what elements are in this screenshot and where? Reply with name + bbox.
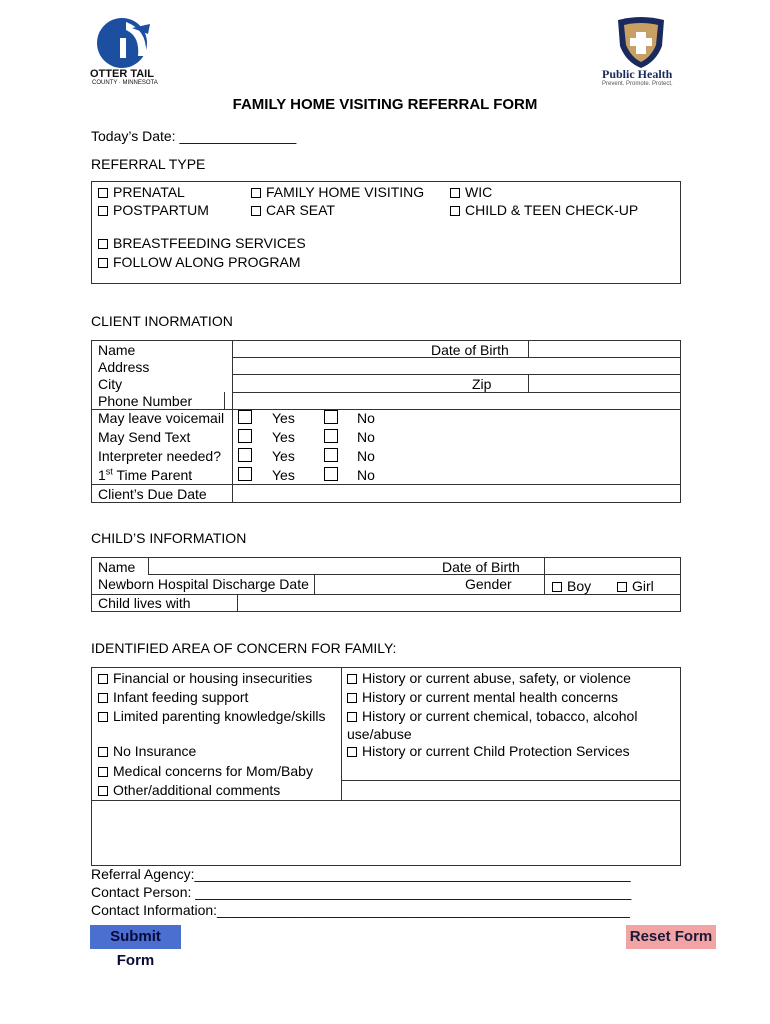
checkbox[interactable]: [98, 767, 108, 777]
concern-financial[interactable]: [98, 670, 312, 686]
referral-option-wic[interactable]: [450, 184, 492, 200]
option-label: CHILD & TEEN CHECK-UP: [465, 202, 639, 218]
no-label: No: [357, 467, 375, 483]
option-label: BREASTFEEDING SERVICES: [113, 235, 306, 251]
option-label: History or current chemical, tobacco, alcohol: [362, 708, 638, 724]
concern-mental-health[interactable]: [347, 689, 618, 705]
client-interpreter-label: Interpreter needed?: [98, 448, 221, 464]
text-no-checkbox[interactable]: [324, 429, 338, 443]
client-text-label: May Send Text: [98, 429, 191, 445]
client-zip-input[interactable]: [530, 375, 678, 391]
interpreter-yes-checkbox[interactable]: [238, 448, 252, 462]
referral-option-follow-along[interactable]: [98, 254, 300, 270]
county-logo-subtitle: COUNTY · MINNESOTA: [92, 80, 158, 86]
voicemail-no-checkbox[interactable]: [324, 410, 338, 424]
option-label: CAR SEAT: [266, 202, 335, 218]
checkbox[interactable]: [98, 258, 108, 268]
client-dob-label: Date of Birth: [431, 342, 509, 358]
child-info-heading: CHILD’S INFORMATION: [91, 530, 247, 546]
client-name-label: Name: [98, 342, 136, 358]
option-label: Boy: [567, 578, 592, 594]
child-dob-input[interactable]: [546, 558, 678, 573]
submit-form-button[interactable]: Submit Form: [90, 925, 181, 949]
contact-information-field[interactable]: Contact Information:_____________________________________________________: [91, 902, 630, 918]
yes-label: Yes: [272, 429, 295, 445]
child-dob-label: Date of Birth: [442, 559, 520, 575]
option-label: PRENATAL: [113, 184, 185, 200]
concern-abuse[interactable]: [347, 670, 631, 686]
checkbox[interactable]: [617, 582, 627, 592]
form-title: FAMILY HOME VISITING REFERRAL FORM: [232, 96, 538, 113]
first-time-text: Time Parent: [112, 467, 193, 483]
child-name-input[interactable]: [150, 558, 430, 573]
no-label: No: [357, 410, 375, 426]
checkbox[interactable]: [347, 693, 357, 703]
county-logo-name: OTTER TAIL: [90, 68, 154, 80]
option-label: History or current mental health concerns: [362, 689, 618, 705]
option-label: Financial or housing insecurities: [113, 670, 313, 686]
client-voicemail-label: May leave voicemail: [98, 410, 225, 426]
concerns-heading: IDENTIFIED AREA OF CONCERN FOR FAMILY:: [91, 640, 397, 656]
gender-boy-option[interactable]: [552, 578, 591, 594]
child-lives-with-input[interactable]: [239, 595, 678, 611]
child-discharge-label: Newborn Hospital Discharge Date: [98, 576, 309, 592]
checkbox[interactable]: [98, 693, 108, 703]
otter-tail-emblem-icon: [88, 16, 168, 72]
child-discharge-input[interactable]: [316, 575, 456, 593]
client-phone-label: Phone Number: [98, 393, 193, 409]
checkbox[interactable]: [98, 786, 108, 796]
option-label: No Insurance: [113, 743, 197, 759]
concern-parenting[interactable]: [98, 708, 325, 724]
child-lives-with-label: Child lives with: [98, 595, 191, 611]
yes-label: Yes: [272, 467, 295, 483]
child-name-label: Name: [98, 559, 136, 575]
referral-option-prenatal[interactable]: [98, 184, 185, 200]
reset-form-button[interactable]: Reset Form: [626, 925, 716, 949]
client-city-input[interactable]: [234, 375, 459, 391]
additional-comments-textarea[interactable]: [93, 802, 679, 864]
client-name-input[interactable]: [234, 341, 424, 356]
concern-chemical-continued: use/abuse: [347, 726, 412, 742]
option-label: Medical concerns for Mom/Baby: [113, 763, 313, 779]
client-due-date-input[interactable]: [234, 485, 679, 502]
client-due-date-label: Client’s Due Date: [98, 486, 207, 502]
option-label: FOLLOW ALONG PROGRAM: [113, 254, 301, 270]
referral-option-family-home-visiting[interactable]: [251, 184, 424, 200]
option-label: POSTPARTUM: [113, 202, 209, 218]
option-label: Other/additional comments: [113, 782, 281, 798]
checkbox[interactable]: [450, 206, 460, 216]
ph-logo-tagline: Prevent. Promote. Protect.: [602, 81, 673, 87]
no-label: No: [357, 448, 375, 464]
no-label: No: [357, 429, 375, 445]
public-health-shield-icon: [598, 16, 684, 70]
client-address-input[interactable]: [234, 358, 679, 373]
concern-other[interactable]: [98, 782, 280, 798]
referral-agency-field[interactable]: Referral Agency:________________________________________________________: [91, 866, 631, 882]
checkbox[interactable]: [98, 188, 108, 198]
concern-medical[interactable]: [98, 763, 313, 779]
contact-person-field[interactable]: Contact Person: ________________________________________________________: [91, 884, 632, 900]
option-label: FAMILY HOME VISITING: [266, 184, 425, 200]
first-time-number: 1: [98, 467, 106, 483]
child-gender-label: Gender: [465, 576, 512, 592]
checkbox[interactable]: [251, 188, 261, 198]
client-first-time-parent-label: [98, 467, 192, 483]
option-label: WIC: [465, 184, 493, 200]
referral-option-child-teen-checkup[interactable]: [450, 202, 638, 218]
referral-option-postpartum[interactable]: [98, 202, 209, 218]
first-time-ordinal: st: [105, 466, 113, 477]
option-label: Girl: [632, 578, 654, 594]
referral-option-breastfeeding[interactable]: [98, 235, 306, 251]
yes-label: Yes: [272, 448, 295, 464]
option-label: Infant feeding support: [113, 689, 249, 705]
concern-insurance[interactable]: [98, 743, 196, 759]
checkbox[interactable]: [347, 712, 357, 722]
gender-girl-option[interactable]: [617, 578, 654, 594]
checkbox[interactable]: [552, 582, 562, 592]
option-label: Limited parenting knowledge/skills: [113, 708, 326, 724]
client-dob-input[interactable]: [530, 341, 678, 356]
interpreter-no-checkbox[interactable]: [324, 448, 338, 462]
concern-infant-feeding[interactable]: [98, 689, 248, 705]
checkbox[interactable]: [98, 747, 108, 757]
ph-logo-name: Public Health: [602, 67, 673, 81]
client-info-heading: CLIENT INORMATION: [91, 313, 233, 329]
referral-type-heading: REFERRAL TYPE: [91, 156, 206, 172]
concern-chemical[interactable]: [347, 708, 637, 724]
option-label: History or current abuse, safety, or violence: [362, 670, 631, 686]
yes-label: Yes: [272, 410, 295, 426]
checkbox[interactable]: [347, 674, 357, 684]
client-address-label: Address: [98, 359, 150, 375]
public-health-logo: [598, 16, 684, 90]
checkbox[interactable]: [98, 239, 108, 249]
checkbox[interactable]: [98, 206, 108, 216]
referral-option-car-seat[interactable]: [251, 202, 335, 218]
todays-date-field[interactable]: Today’s Date: _______________: [91, 128, 297, 144]
checkbox[interactable]: [251, 206, 261, 216]
voicemail-yes-checkbox[interactable]: [238, 410, 252, 424]
client-zip-label: Zip: [472, 376, 492, 392]
checkbox[interactable]: [98, 712, 108, 722]
client-phone-input[interactable]: [226, 393, 678, 408]
first-time-parent-no-checkbox[interactable]: [324, 467, 338, 481]
checkbox[interactable]: [347, 747, 357, 757]
checkbox[interactable]: [450, 188, 460, 198]
first-time-parent-yes-checkbox[interactable]: [238, 467, 252, 481]
text-yes-checkbox[interactable]: [238, 429, 252, 443]
concern-cps[interactable]: [347, 743, 630, 759]
checkbox[interactable]: [98, 674, 108, 684]
option-label: History or current Child Protection Services: [362, 743, 630, 759]
otter-tail-county-logo: [88, 16, 168, 90]
client-city-label: City: [98, 376, 123, 392]
